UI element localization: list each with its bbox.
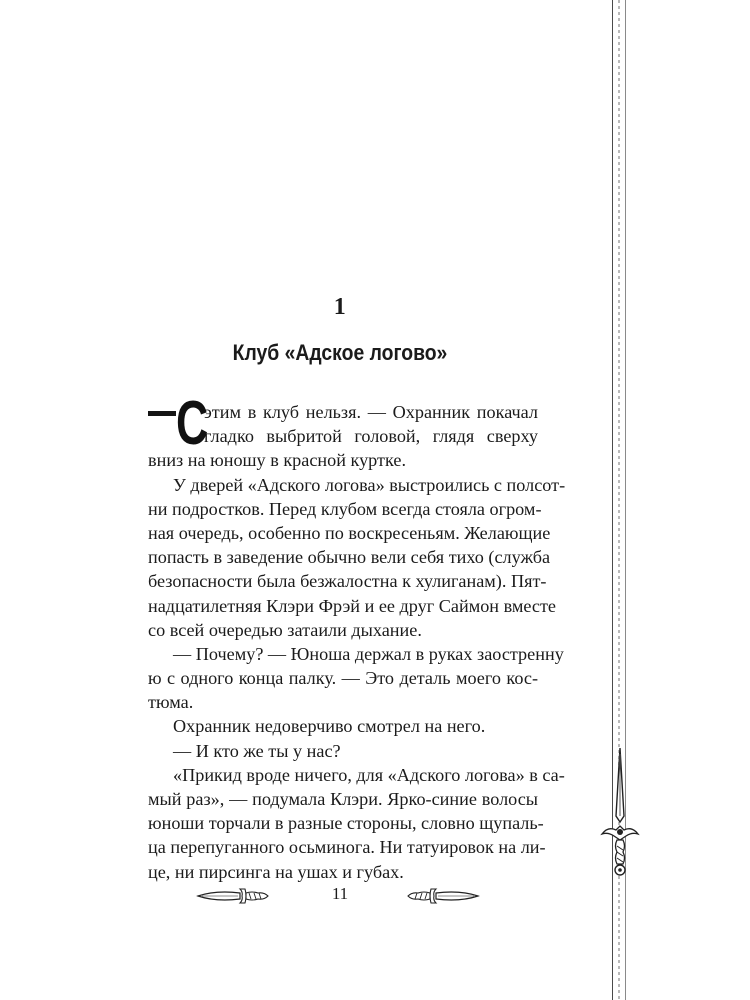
text-line: попасть в заведение обычно вели себя тихо (служба (148, 547, 551, 568)
text-line: ца перепуганного осьминога. Ни татуировок на ли- (148, 837, 546, 858)
drop-cap: С (176, 389, 209, 458)
chapter-title: Клуб «Адское логово» (232, 340, 448, 365)
text-line: — Почему? — Юноша держал в руках заостренну (173, 643, 564, 664)
text-line: це, ни пирсинга на ушах и губах. (148, 861, 404, 882)
text-line: этим в клуб нельзя. — Охранник покачал (204, 402, 538, 422)
text-line: надцатилетняя Клэри Фрэй и ее друг Саймон вместе (148, 595, 556, 616)
paragraph-lines (148, 400, 566, 884)
page-footer (0, 880, 680, 910)
text-line: У дверей «Адского логова» выстроились с полсот- (173, 474, 566, 495)
text-line: со всей очередью затаили дыхание. (148, 619, 422, 640)
footer-dagger-right-icon (404, 886, 480, 906)
text-line: мый раз», — подумала Клэри. Ярко-синие волосы (148, 789, 538, 809)
body-text (148, 389, 566, 884)
text-line: вниз на юношу в красной куртке. (148, 450, 406, 471)
text-line: — И кто же ты у нас? (173, 740, 341, 761)
text-line: ю с одного конца палку. — Это деталь моего кос- (148, 668, 538, 689)
text-line: «Прикид вроде ничего, для «Адского логова» в са- (173, 764, 565, 785)
dialogue-dash (148, 411, 176, 416)
text-line: ная очередь, особенно по воскресеньям. Желающие (148, 522, 551, 543)
footer-dagger-left-icon (196, 886, 272, 906)
chapter-number: 1 (333, 294, 347, 320)
text-line: ни подростков. Перед клубом всегда стояла огром- (148, 498, 542, 519)
margin-dagger-icon (598, 746, 642, 886)
text-line: юноши торчали в разные стороны, словно щупаль- (148, 813, 544, 834)
text-line: безопасности была безжалостна к хулиганам). Пят- (148, 571, 547, 592)
page-number: 11 (331, 884, 349, 903)
text-line: Охранник недоверчиво смотрел на него. (173, 716, 486, 737)
text-line: гладко выбритой головой, глядя сверху (204, 426, 538, 447)
text-line: тюма. (148, 692, 194, 713)
